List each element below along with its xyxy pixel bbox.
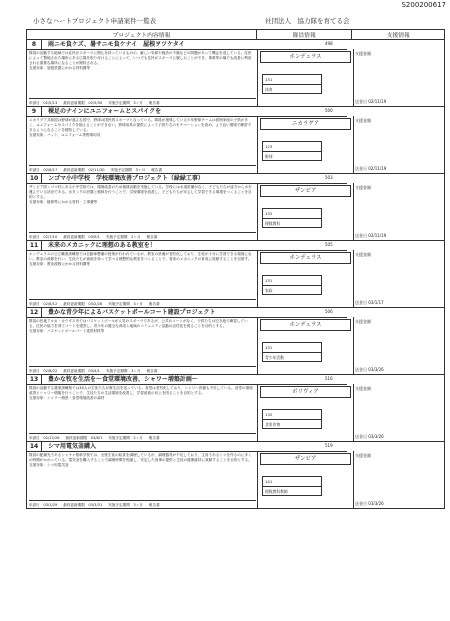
record-code: 498	[325, 41, 333, 46]
team-job: 家政	[265, 288, 273, 293]
support-target: 支援対象：教室改修にかかる材料費等	[29, 262, 91, 266]
support-amount-label: 支援金額	[355, 319, 371, 324]
volunteer-grid	[262, 476, 322, 496]
support-target: 支援対象：植林等にかかる材料・工事費等	[29, 200, 98, 204]
execution-period: 実施予定期間 3ヶ月	[110, 167, 146, 172]
transfer-date	[355, 99, 386, 104]
project-record	[27, 442, 444, 508]
team-number: 131	[263, 276, 321, 286]
execution-period: 実施予定期間 3ヶ月	[108, 100, 143, 105]
description-text: 隊員の配属先であるシャチャ基幹学校では、全校生徒の給食を調理しているが、調理器具が不足しており、主食であるシマを作るのに多くの時間がかかっている。電気釜を購入することで調理時間を短縮し、安定した食事の提供と生徒の健康維持に貢献することを目的とする。	[29, 453, 252, 462]
record-code: 506	[325, 309, 333, 314]
volunteer-grid	[262, 342, 322, 362]
volunteer-info	[257, 183, 354, 240]
transfer-date-value: 02/11/19	[368, 99, 387, 104]
project-table	[26, 29, 445, 509]
execution-period: 実施予定期間 3ヶ月	[108, 502, 143, 507]
volunteer-info	[257, 451, 354, 508]
transfer-date	[355, 233, 386, 238]
team-job: 食用作物	[265, 422, 281, 427]
transfer-date-label: 送金日	[355, 434, 367, 439]
record-meta	[29, 98, 256, 107]
team-number: 132	[263, 209, 321, 219]
last-update: 最終更新期限 03/3/31	[63, 502, 103, 507]
project-record	[27, 174, 444, 241]
volunteer-grid	[262, 409, 322, 429]
execution-period: 実施予定期間 3ヶ月	[105, 368, 141, 373]
record-description	[29, 453, 254, 487]
volunteer-grid	[262, 208, 322, 228]
country: ザンビア	[260, 453, 351, 465]
description-text: 隊員の活動する地域では住民がスポーツに関心を持っているものの、厳しい気候や施設の不備などの問題があって機会を逃している。住民によって整地された場所にある広場を取り付けることによって、いつでも住民がスポーツに親しむことができ、事業等の場でも改善に利用される重要な場所になることが期待される。	[29, 51, 252, 65]
record-code: 516	[325, 376, 333, 381]
volunteer-info	[257, 49, 354, 106]
record-code: 503	[325, 175, 333, 180]
header-support-info: 支援情報	[386, 33, 410, 39]
application-date: 申請日 02/8/22	[29, 368, 58, 373]
volunteer-grid	[262, 275, 322, 295]
country: ニカラグア	[260, 118, 351, 130]
transfer-date-value: 03/3/26	[368, 434, 384, 439]
report: 報告書	[146, 234, 158, 239]
team-number: 141	[263, 477, 321, 487]
support-info	[353, 250, 443, 307]
support-target: 支援対象：屋根設置にかかる材料費等	[29, 66, 91, 70]
report: 報告書	[148, 502, 160, 507]
description-text: ニカラグア共和国は野球が盛んな国で、野球は国民的スポーツとなっている。隊員が指導している少年野球チームは貧困家庭の子供が多く、ユニフォームやスパイクを揃えることができない。野球用具の提供によって子供たちのモチベーションを高め、より良い環境で練習できるようになることを期待している。	[29, 118, 252, 132]
project-record	[27, 241, 444, 308]
transfer-date-label: 送金日	[355, 367, 367, 372]
volunteer-info	[257, 250, 354, 307]
country: ホンデュラス	[260, 252, 351, 264]
record-title: 未来のメカニックに理想のある教室を！	[48, 242, 156, 249]
support-info	[353, 49, 443, 106]
transfer-date-value: 03/3/26	[368, 367, 384, 372]
record-code: 505	[325, 242, 333, 247]
record-description	[29, 118, 254, 152]
support-amount-label: 支援金額	[355, 185, 371, 190]
project-record	[27, 40, 444, 107]
record-description	[29, 386, 254, 420]
last-update: 最終更新期限 03/2/28	[63, 301, 103, 306]
support-amount-label: 支援金額	[355, 386, 371, 391]
record-number: 11	[27, 241, 42, 250]
volunteer-info	[257, 384, 354, 441]
report: 報告書	[148, 301, 160, 306]
transfer-date-label: 送金日	[355, 166, 367, 171]
record-meta	[29, 299, 256, 308]
record-number: 9	[27, 107, 42, 116]
support-info	[353, 384, 443, 441]
record-description	[29, 252, 254, 286]
support-info	[353, 451, 443, 508]
support-target: 支援対象：バット、ユニフォーム等野球用具	[29, 133, 101, 137]
team-job: 青少年活動	[265, 355, 284, 360]
transfer-date-value: 02/11/19	[368, 166, 387, 171]
support-amount-label: 支援金額	[355, 51, 371, 56]
description-text: 隊員の活動する農業訓練校では30人の生徒たちが寮生活を送っている。食堂は老朽化しており、シャワー設備も不足している。食堂の環境改善とシャワー増築を行うことで、生徒たちの生活環境を改善し、学習意欲の向上を図ることを目的とする。	[29, 386, 253, 395]
record-meta	[29, 366, 256, 375]
record-title: シマ用電気釜購入	[48, 443, 97, 450]
transfer-date-label: 送金日	[355, 300, 367, 305]
record-number: 10	[27, 174, 42, 183]
application-date: 申請日 03/1/29	[29, 502, 58, 507]
transfer-date-label: 送金日	[355, 501, 367, 506]
support-target: 支援対象：バスケットボールコート建設材料等	[29, 329, 105, 333]
volunteer-grid	[262, 141, 322, 161]
application-date: 申請日 02/7/10	[29, 234, 58, 239]
transfer-date-label: 送金日	[355, 233, 367, 238]
project-record	[27, 308, 444, 375]
record-title: 雨ニモ負ケズ、暑サニモ負ケナイ 屋根ヲツケタイ	[48, 41, 185, 48]
record-description	[29, 185, 254, 219]
application-date: 申請日 02/5/13	[29, 100, 58, 105]
team-job: 理数教科教師	[265, 489, 288, 494]
record-title: 豊かな牧を生活を～食堂環境改善、シャワー増築計画～	[48, 376, 198, 383]
record-meta	[29, 165, 256, 174]
last-update: 最終更新期限 03/4/1	[63, 368, 100, 373]
transfer-date-value: 03/3/26	[368, 501, 384, 506]
team-job: 理数教科	[265, 221, 281, 226]
team-number: 123	[263, 142, 321, 152]
record-number: 12	[27, 308, 42, 317]
document-title: 小さなハートプロジェクト申請案件一覧表	[33, 17, 157, 25]
table-header	[27, 30, 444, 40]
description-text: ホンデュラスの公立職業訓練校では自動車整備の授業が行われているが、教室の設備が老朽化しており、生徒が十分に学習できる環境にない。教室の改修を行い、生徒たちが意欲を持って学べる理想的な教室をつくることで、将来のメカニックの育成に貢献することを目指す。	[29, 252, 252, 261]
transfer-date	[355, 367, 384, 372]
record-title: ンゴマ小中学校 学校環境改善プロジェクト（緑緑工事）	[48, 175, 204, 182]
team-job: 体育	[265, 87, 273, 92]
application-date: 申請日 02/12/26	[29, 435, 60, 440]
execution-period: 実施予定期間 2ヶ月	[105, 234, 141, 239]
project-record	[27, 107, 444, 174]
support-info	[353, 183, 443, 240]
transfer-date-label: 送金日	[355, 99, 367, 104]
support-target: 支援対象：シマ用電気釜	[29, 463, 69, 467]
application-date: 申請日 02/8/12	[29, 301, 58, 306]
last-update: 最終更新期限 03/9/1	[63, 234, 100, 239]
report: 報告書	[146, 368, 158, 373]
description-text: ザンビア国ンゴマ村にある小中学校では、環境改善のため植林活動を実施している。学校には水道設備がなく、子どもたちが遠方から水を運んでいる状況である。水タンクの設置と植林を行うことで、学校環境を改善し、子どもたちが安心して学習できる環境をつくることを目的とする。	[29, 185, 252, 199]
support-target: 支援対象：シャワー増設・食堂環境改善の資材	[29, 396, 105, 400]
team-job: 野球	[265, 154, 273, 159]
record-description	[29, 319, 254, 353]
record-meta	[29, 433, 256, 442]
volunteer-grid	[262, 74, 322, 94]
record-code: 519	[325, 443, 333, 448]
last-update: 最終更新期限 02/11/30	[63, 167, 105, 172]
report: 報告書	[151, 167, 162, 172]
record-description	[29, 51, 254, 85]
support-amount-label: 支援金額	[355, 118, 371, 123]
execution-period: 実施予定期間 3ヶ月	[108, 301, 143, 306]
last-update: 最終更新期限 03/8/1	[65, 435, 103, 440]
record-number: 13	[27, 375, 42, 384]
record-meta	[29, 500, 256, 508]
header-project-info: プロジェクト内容情報	[27, 30, 257, 39]
team-number: 131	[263, 343, 321, 353]
application-date: 申請日 02/6/17	[29, 167, 58, 172]
record-title: 豊かな青少年によるバスケットボールコート建設プロジェクト	[48, 309, 216, 316]
support-info	[353, 317, 443, 374]
transfer-date	[355, 166, 386, 171]
project-record	[27, 375, 444, 442]
transfer-date	[355, 501, 384, 506]
country: ホンデュラス	[260, 319, 351, 331]
volunteer-info	[257, 317, 354, 374]
last-update: 最終更新期限 02/5/30	[63, 100, 103, 105]
header-volunteer-info: 隊員情報	[257, 30, 353, 39]
support-amount-label: 支援金額	[355, 453, 371, 458]
record-meta	[29, 232, 256, 241]
record-number: 8	[27, 40, 42, 49]
country: ザンビア	[260, 185, 351, 197]
execution-period: 実施予定期間 2ヶ月	[108, 435, 143, 440]
description-text: 隊員の任地アルカ・カウダス市ではバスケットボールが人気のスポーツであるが、公共のコートがなく、子供たちは空き地で練習している。住民の協力を得てコートを建設し、青少年の健全な育成と地域のコミュニティ活動の活性化を図ることを目的とする。	[29, 319, 248, 328]
country: ボリヴィア	[260, 386, 351, 398]
transfer-date-value: 03/1/17	[368, 300, 384, 305]
support-info	[353, 116, 443, 173]
record-number: 14	[27, 442, 42, 451]
transfer-date	[355, 300, 384, 305]
report: 報告書	[148, 100, 160, 105]
volunteer-info	[257, 116, 354, 173]
record-title: 裸足のナインにユニフォームとスパイクを	[48, 108, 162, 115]
support-amount-label: 支援金額	[355, 252, 371, 257]
transfer-date-value: 02/11/19	[368, 233, 387, 238]
team-number: 131	[263, 75, 321, 85]
country: ホンデュラス	[260, 51, 351, 63]
organization-name: 社団法人 協力隊を育てる会	[265, 17, 350, 25]
record-code: 500	[325, 108, 333, 113]
team-number: 132	[263, 410, 321, 420]
transfer-date	[355, 434, 384, 439]
document-id: S200200617	[401, 1, 446, 9]
report: 報告書	[148, 435, 160, 440]
